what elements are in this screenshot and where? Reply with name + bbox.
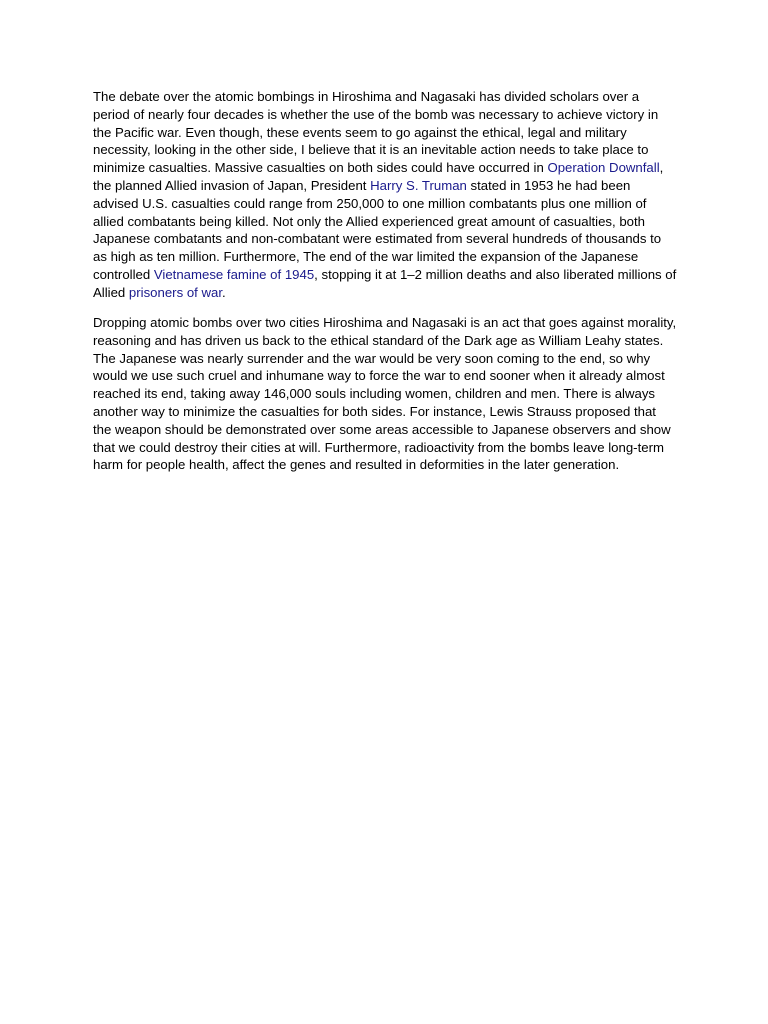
paragraph-text: . <box>222 284 226 300</box>
link-vietnamese-famine[interactable]: Vietnamese famine of 1945 <box>153 266 315 282</box>
paragraph-text: Dropping atomic bombs over two cities Hiroshima and Nagasaki is an act that goes against morality, reasoning and has driven us back to the ethical standard of the Dark age as William Leahy states. The Japanese was nearly surrender and the war would be very soon coming to the end, so why would we use such cruel and inhumane way to force the war to end sooner when it already almost reached its end, taking away 146,000 souls including women, children and men. There is always another way to minimize the casualties for both sides. For instance, Lewis Strauss proposed that the weapon should be demonstrated over some areas accessible to Japanese observers and show that we could destroy their cities at will. Furthermore, radioactivity from the bombs leave long-term harm for people health, affect the genes and resulted in deformities in the later generation. <box>93 315 677 473</box>
link-prisoners-of-war[interactable]: prisoners of war <box>128 284 223 300</box>
paragraph-text: , stopping it at 1–2 million deaths and also liberated millions of Allied <box>93 266 677 300</box>
paragraph-text: stated in 1953 he had been advised U.S. casualties could range from 250,000 to one million combatants plus one million of allied combatants being killed. Not only the Allied experienced great amount of casualties, both Japanese combatants and non-combatant were estimated from several hundreds of thousands to as high as ten million. Furthermore, The end of the war limited the expansion of the Japanese controlled <box>93 177 662 282</box>
paragraph-1 <box>93 88 677 302</box>
paragraph-text: , the planned Allied invasion of Japan, President <box>93 160 664 193</box>
document-body <box>93 88 677 487</box>
link-harry-truman[interactable]: Harry S. Truman <box>370 177 467 193</box>
paragraph-text: The debate over the atomic bombings in Hiroshima and Nagasaki has divided scholars over a period of nearly four decades is whether the use of the bomb was necessary to achieve victory in the Pacific war. Even though, these events seem to go against the ethical, legal and military necessity, looking in the other side, I believe that it is an inevitable action needs to take place to minimize casualties. Massive casualties on both sides could have occurred in <box>93 89 659 176</box>
link-operation-downfall[interactable]: Operation Downfall <box>547 160 660 176</box>
paragraph-2 <box>93 314 677 474</box>
